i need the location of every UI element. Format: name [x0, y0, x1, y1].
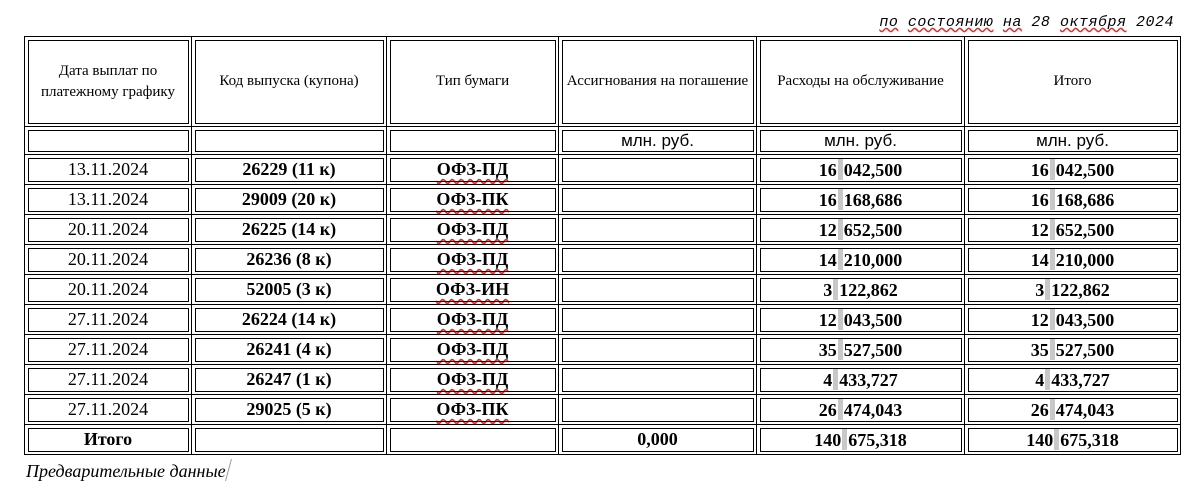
- cell-code: 26224 (14 к): [192, 305, 387, 335]
- table-row: [25, 245, 1181, 275]
- digit-separator: [1050, 248, 1055, 270]
- cell-redemption: [559, 365, 757, 395]
- cell-date: 20.11.2024: [25, 245, 192, 275]
- header-service: Расходы на обслуживание: [757, 37, 965, 127]
- cell-total: 12 043,500: [965, 305, 1181, 335]
- digit-separator: [1050, 188, 1055, 210]
- cell-service: 16 168,686: [757, 185, 965, 215]
- digit-separator: [838, 248, 843, 270]
- cell-type: ОФЗ-ПК: [387, 395, 559, 425]
- header-date: Дата выплат по платежному графику: [25, 37, 192, 127]
- cell-type: ОФЗ-ПД: [387, 215, 559, 245]
- cell-code: 52005 (3 к): [192, 275, 387, 305]
- digit-separator: [838, 218, 843, 240]
- cell-total: 4 433,727: [965, 365, 1181, 395]
- digit-separator: [1050, 218, 1055, 240]
- cell-code: 26229 (11 к): [192, 155, 387, 185]
- cell-code: 26236 (8 к): [192, 245, 387, 275]
- cell-redemption: [559, 335, 757, 365]
- cell-service: 26 474,043: [757, 395, 965, 425]
- cell-service: 14 210,000: [757, 245, 965, 275]
- header-redemption: Ассигнования на погашение: [559, 37, 757, 127]
- cell-type: ОФЗ-ПД: [387, 245, 559, 275]
- cell-service: 12 043,500: [757, 305, 965, 335]
- digit-separator: [1045, 278, 1050, 300]
- table-row: [25, 155, 1181, 185]
- cell-code: 29009 (20 к): [192, 185, 387, 215]
- digit-separator: [838, 338, 843, 360]
- digit-separator: [1045, 368, 1050, 390]
- total-empty-cell: [387, 425, 559, 455]
- cell-redemption: [559, 275, 757, 305]
- header-row: [25, 37, 1181, 127]
- cell-redemption: [559, 215, 757, 245]
- cell-date: 27.11.2024: [25, 335, 192, 365]
- cell-type: ОФЗ-ПД: [387, 335, 559, 365]
- digit-separator: [1050, 158, 1055, 180]
- cell-total: 16 042,500: [965, 155, 1181, 185]
- digit-separator: [833, 278, 838, 300]
- total-total: 140 675,318: [965, 425, 1181, 455]
- digit-separator: [833, 368, 838, 390]
- cell-service: 12 652,500: [757, 215, 965, 245]
- cell-date: 27.11.2024: [25, 305, 192, 335]
- table-row: [25, 395, 1181, 425]
- digit-separator: [1050, 398, 1055, 420]
- cell-service: 3 122,862: [757, 275, 965, 305]
- cell-date: 27.11.2024: [25, 395, 192, 425]
- cell-redemption: [559, 395, 757, 425]
- cell-total: 3 122,862: [965, 275, 1181, 305]
- digit-separator: [1050, 308, 1055, 330]
- cell-date: 20.11.2024: [25, 215, 192, 245]
- as-of-date: по состоянию на 28 октября 2024: [879, 14, 1174, 31]
- cell-service: 16 042,500: [757, 155, 965, 185]
- header-type: Тип бумаги: [387, 37, 559, 127]
- cell-service: 4 433,727: [757, 365, 965, 395]
- cell-code: 26247 (1 к): [192, 365, 387, 395]
- digit-separator: [1050, 338, 1055, 360]
- table-row: [25, 335, 1181, 365]
- footnote: Предварительные данные: [26, 459, 229, 482]
- units-row: [25, 127, 1181, 155]
- cell-type: ОФЗ-ПД: [387, 365, 559, 395]
- cell-redemption: [559, 305, 757, 335]
- cell-code: 29025 (5 к): [192, 395, 387, 425]
- cell-redemption: [559, 245, 757, 275]
- digit-separator: [838, 158, 843, 180]
- table-row: [25, 215, 1181, 245]
- table-row: [25, 305, 1181, 335]
- total-row: [25, 425, 1181, 455]
- payments-table: [24, 36, 1181, 455]
- cell-type: ОФЗ-ИН: [387, 275, 559, 305]
- cell-date: 13.11.2024: [25, 155, 192, 185]
- total-redemption: 0,000: [559, 425, 757, 455]
- units-cell: млн. руб.: [559, 127, 757, 155]
- digit-separator: [838, 308, 843, 330]
- units-cell: млн. руб.: [757, 127, 965, 155]
- cell-code: 26225 (14 к): [192, 215, 387, 245]
- units-cell: [192, 127, 387, 155]
- units-cell: [25, 127, 192, 155]
- cell-total: 16 168,686: [965, 185, 1181, 215]
- digit-separator: [838, 188, 843, 210]
- digit-separator: [842, 428, 847, 450]
- digit-separator: [1054, 428, 1059, 450]
- cell-type: ОФЗ-ПД: [387, 305, 559, 335]
- cell-type: ОФЗ-ПД: [387, 155, 559, 185]
- table-row: [25, 275, 1181, 305]
- cell-total: 12 652,500: [965, 215, 1181, 245]
- units-cell: млн. руб.: [965, 127, 1181, 155]
- header-code: Код выпуска (купона): [192, 37, 387, 127]
- cell-date: 13.11.2024: [25, 185, 192, 215]
- cell-service: 35 527,500: [757, 335, 965, 365]
- header-total: Итого: [965, 37, 1181, 127]
- cell-type: ОФЗ-ПК: [387, 185, 559, 215]
- table-row: [25, 365, 1181, 395]
- cell-total: 14 210,000: [965, 245, 1181, 275]
- total-service: 140 675,318: [757, 425, 965, 455]
- digit-separator: [838, 398, 843, 420]
- table-row: [25, 185, 1181, 215]
- cell-total: 35 527,500: [965, 335, 1181, 365]
- cell-redemption: [559, 185, 757, 215]
- units-cell: [387, 127, 559, 155]
- total-empty-cell: [192, 425, 387, 455]
- cell-date: 20.11.2024: [25, 275, 192, 305]
- total-label: Итого: [25, 425, 192, 455]
- cell-redemption: [559, 155, 757, 185]
- cell-code: 26241 (4 к): [192, 335, 387, 365]
- cell-date: 27.11.2024: [25, 365, 192, 395]
- cell-total: 26 474,043: [965, 395, 1181, 425]
